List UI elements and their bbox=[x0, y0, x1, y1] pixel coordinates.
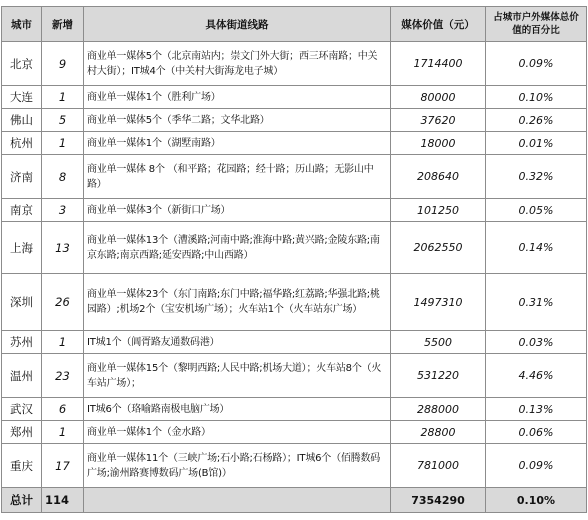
table-row bbox=[2, 444, 587, 488]
route-cell: 商业单一媒体5个（季华二路；文华北路） bbox=[84, 109, 391, 132]
city-cell: 郑州 bbox=[2, 421, 42, 444]
total-route-empty bbox=[84, 488, 391, 513]
table-row bbox=[2, 109, 587, 132]
header-city: 城市 bbox=[2, 7, 42, 42]
city-cell: 苏州 bbox=[2, 331, 42, 354]
city-cell: 南京 bbox=[2, 199, 42, 222]
header-row bbox=[2, 7, 587, 42]
city-cell: 重庆 bbox=[2, 444, 42, 488]
new-count-cell: 13 bbox=[42, 222, 84, 274]
percent-cell: 0.26% bbox=[486, 109, 587, 132]
new-count-cell: 23 bbox=[42, 354, 84, 398]
value-cell: 18000 bbox=[391, 132, 486, 155]
percent-cell: 0.32% bbox=[486, 155, 587, 199]
header-value: 媒体价值（元） bbox=[391, 7, 486, 42]
percent-cell: 0.05% bbox=[486, 199, 587, 222]
route-cell: 商业单一媒体13个（漕溪路;河南中路;淮海中路;黄兴路;金陵东路;南京东路;南京西路;延安西路;中山西路） bbox=[84, 222, 391, 274]
route-cell: IT城6个（珞喻路南极电脑广场） bbox=[84, 398, 391, 421]
media-table bbox=[1, 6, 587, 513]
route-cell: 商业单一媒体3个（新街口广场） bbox=[84, 199, 391, 222]
table-row bbox=[2, 199, 587, 222]
route-cell: 商业单一媒体23个（东门南路;东门中路;福华路;红荔路;华强北路;桃园路）;机场2个（宝安机场广场）；火车站1个（火车站东广场） bbox=[84, 274, 391, 331]
table-row bbox=[2, 222, 587, 274]
city-cell: 武汉 bbox=[2, 398, 42, 421]
new-count-cell: 6 bbox=[42, 398, 84, 421]
new-count-cell: 5 bbox=[42, 109, 84, 132]
table-row bbox=[2, 354, 587, 398]
value-cell: 208640 bbox=[391, 155, 486, 199]
city-cell: 北京 bbox=[2, 42, 42, 86]
percent-cell: 0.09% bbox=[486, 42, 587, 86]
new-count-cell: 26 bbox=[42, 274, 84, 331]
percent-cell: 0.14% bbox=[486, 222, 587, 274]
city-cell: 大连 bbox=[2, 86, 42, 109]
percent-cell: 0.01% bbox=[486, 132, 587, 155]
total-label: 总计 bbox=[2, 488, 42, 513]
percent-cell: 4.46% bbox=[486, 354, 587, 398]
city-cell: 济南 bbox=[2, 155, 42, 199]
city-cell: 深圳 bbox=[2, 274, 42, 331]
table-row bbox=[2, 421, 587, 444]
city-cell: 上海 bbox=[2, 222, 42, 274]
city-cell: 温州 bbox=[2, 354, 42, 398]
new-count-cell: 1 bbox=[42, 132, 84, 155]
table-row bbox=[2, 398, 587, 421]
table-row bbox=[2, 132, 587, 155]
new-count-cell: 1 bbox=[42, 331, 84, 354]
percent-cell: 0.10% bbox=[486, 86, 587, 109]
percent-cell: 0.09% bbox=[486, 444, 587, 488]
table-row bbox=[2, 155, 587, 199]
new-count-cell: 9 bbox=[42, 42, 84, 86]
value-cell: 2062550 bbox=[391, 222, 486, 274]
percent-cell: 0.06% bbox=[486, 421, 587, 444]
header-route: 具体街道线路 bbox=[84, 7, 391, 42]
value-cell: 80000 bbox=[391, 86, 486, 109]
route-cell: 商业单一媒体1个（金水路） bbox=[84, 421, 391, 444]
media-table-container bbox=[1, 6, 587, 513]
new-count-cell: 17 bbox=[42, 444, 84, 488]
route-cell: 商业单一媒体1个（胜利广场） bbox=[84, 86, 391, 109]
new-count-cell: 3 bbox=[42, 199, 84, 222]
total-value: 7354290 bbox=[391, 488, 486, 513]
route-cell: 商业单一媒体15个（黎明西路;人民中路;机场大道）；火车站8个（火车站广场）； bbox=[84, 354, 391, 398]
value-cell: 288000 bbox=[391, 398, 486, 421]
route-cell: 商业单一媒体1个（湖墅南路） bbox=[84, 132, 391, 155]
total-percent: 0.10% bbox=[486, 488, 587, 513]
new-count-cell: 8 bbox=[42, 155, 84, 199]
new-count-cell: 1 bbox=[42, 421, 84, 444]
value-cell: 531220 bbox=[391, 354, 486, 398]
table-row bbox=[2, 274, 587, 331]
value-cell: 28800 bbox=[391, 421, 486, 444]
header-ratio: 占城市户外媒体总价值的百分比 bbox=[486, 7, 587, 42]
value-cell: 5500 bbox=[391, 331, 486, 354]
route-cell: 商业单一媒体 8个 （和平路；花园路；经十路；历山路；无影山中路） bbox=[84, 155, 391, 199]
city-cell: 杭州 bbox=[2, 132, 42, 155]
percent-cell: 0.13% bbox=[486, 398, 587, 421]
route-cell: 商业单一媒体11个（三峡广场;石小路;石杨路）；IT城6个（佰腾数码广场;渝州路赛博数码广场(B馆)） bbox=[84, 444, 391, 488]
table-row bbox=[2, 331, 587, 354]
value-cell: 1714400 bbox=[391, 42, 486, 86]
total-new-count: 114 bbox=[42, 488, 84, 513]
city-cell: 佛山 bbox=[2, 109, 42, 132]
total-row bbox=[2, 488, 587, 513]
header-new: 新增 bbox=[42, 7, 84, 42]
route-cell: 商业单一媒体5个（北京南站内；崇文门外大街；西三环南路；中关村大街）；IT城4个（中关村大街海龙电子城） bbox=[84, 42, 391, 86]
percent-cell: 0.03% bbox=[486, 331, 587, 354]
value-cell: 781000 bbox=[391, 444, 486, 488]
table-row bbox=[2, 42, 587, 86]
route-cell: IT城1个（阊胥路友通数码港） bbox=[84, 331, 391, 354]
table-row bbox=[2, 86, 587, 109]
value-cell: 1497310 bbox=[391, 274, 486, 331]
new-count-cell: 1 bbox=[42, 86, 84, 109]
value-cell: 37620 bbox=[391, 109, 486, 132]
percent-cell: 0.31% bbox=[486, 274, 587, 331]
value-cell: 101250 bbox=[391, 199, 486, 222]
